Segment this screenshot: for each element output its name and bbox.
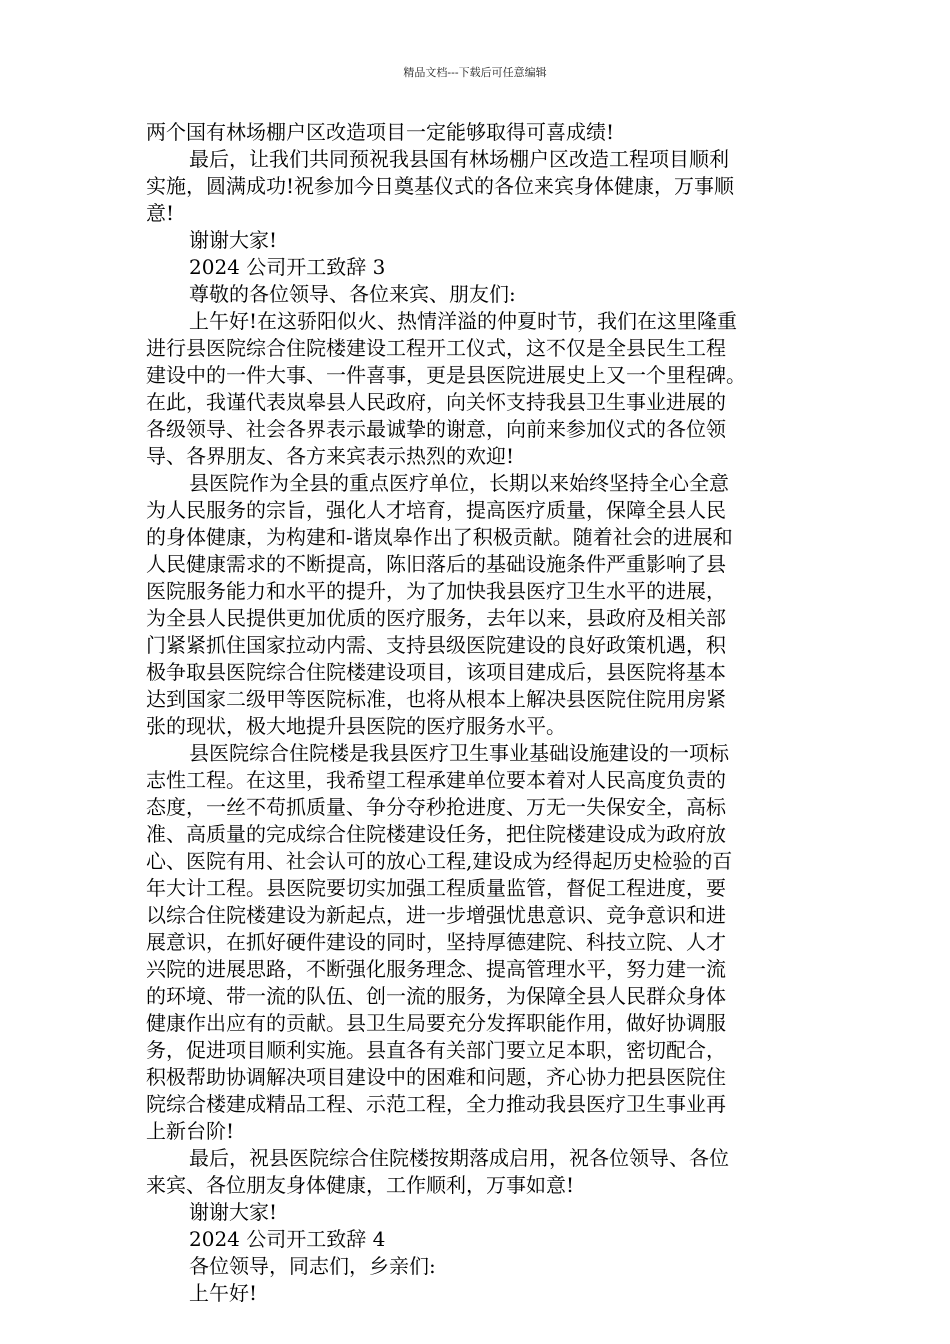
paragraph xyxy=(146,281,812,308)
text-line: 各位领导，同志们，乡亲们: xyxy=(189,1254,436,1278)
text-line: 建设中的一件大事、一件喜事，更是县医院进展史上又一个里程碑。 xyxy=(146,363,746,387)
paragraph xyxy=(146,308,812,470)
text-line: 为人民服务的宗旨，强化人才培育，提高医疗质量，保障全县人民 xyxy=(146,498,726,522)
text-line: 展意识，在抓好硬件建设的同时，坚持厚德建院、科技立院、人才 xyxy=(146,930,726,954)
text-line: 张的现状，极大地提升县医院的医疗服务水平。 xyxy=(146,714,566,738)
paragraph xyxy=(146,1199,812,1226)
text-line: 上新台阶! xyxy=(146,1119,235,1143)
text-line: 意! xyxy=(146,201,175,225)
paragraph xyxy=(146,227,812,254)
text-line: 以综合住院楼建设为新起点，进一步增强忧患意识、竞争意识和进 xyxy=(146,903,726,927)
paragraph xyxy=(146,740,812,1145)
text-line: 导、各界朋友、各方来宾表示热烈的欢迎! xyxy=(146,444,515,468)
text-line: 兴院的进展思路，不断强化服务理念、提高管理水平，努力建一流 xyxy=(146,957,726,981)
text-line: 务，促进项目顺利实施。县直各有关部门要立足本职，密切配合， xyxy=(146,1038,726,1062)
text-line: 健康作出应有的贡献。县卫生局要充分发挥职能作用，做好协调服 xyxy=(146,1011,726,1035)
text-line: 的环境、带一流的队伍、创一流的服务，为保障全县人民群众身体 xyxy=(146,984,726,1008)
text-line: 实施，圆满成功!祝参加今日奠基仪式的各位来宾身体健康，万事顺 xyxy=(146,174,735,198)
text-line: 县医院作为全县的重点医疗单位，长期以来始终坚持全心全意 xyxy=(189,471,729,495)
paragraph xyxy=(146,470,812,740)
text-line: 2024 公司开工致辞 4 xyxy=(189,1227,386,1251)
text-line: 的身体健康，为构建和-谐岚皋作出了积极贡献。随着社会的进展和 xyxy=(146,525,733,549)
document-body xyxy=(146,119,812,1307)
text-line: 上午好! xyxy=(189,1281,258,1305)
text-line: 态度，一丝不苟抓质量、争分夺秒抢进度、万无一失保安全，高标 xyxy=(146,795,726,819)
text-line: 准、高质量的完成综合住院楼建设任务，把住院楼建设成为政府放 xyxy=(146,822,726,846)
text-line: 人民健康需求的不断提高，陈旧落后的基础设施条件严重影响了县 xyxy=(146,552,726,576)
text-line: 最后，让我们共同预祝我县国有林场棚户区改造工程项目顺利 xyxy=(189,147,729,171)
text-line: 上午好!在这骄阳似火、热情洋溢的仲夏时节，我们在这里隆重 xyxy=(189,309,738,333)
text-line: 县医院综合住院楼是我县医疗卫生事业基础设施建设的一项标 xyxy=(189,741,729,765)
paragraph xyxy=(146,1226,812,1253)
text-line: 门紧紧抓住国家拉动内需、支持县级医院建设的良好政策机遇，积 xyxy=(146,633,726,657)
text-line: 两个国有林场棚户区改造项目一定能够取得可喜成绩! xyxy=(146,120,615,144)
text-line: 在此，我谨代表岚皋县人民政府，向关怀支持我县卫生事业进展的 xyxy=(146,390,726,414)
text-line: 谢谢大家! xyxy=(189,228,278,252)
text-line: 极争取县医院综合住院楼建设项目，该项目建成后，县医院将基本 xyxy=(146,660,726,684)
page-header: 精品文档---下载后可任意编辑 xyxy=(403,66,547,79)
text-line: 最后，祝县医院综合住院楼按期落成启用，祝各位领导、各位 xyxy=(189,1146,729,1170)
paragraph xyxy=(146,254,812,281)
text-line: 积极帮助协调解决项目建设中的困难和问题，齐心协力把县医院住 xyxy=(146,1065,726,1089)
paragraph xyxy=(146,1280,812,1307)
text-line: 尊敬的各位领导、各位来宾、朋友们: xyxy=(189,282,516,306)
text-line: 医院服务能力和水平的提升，为了加快我县医疗卫生水平的进展， xyxy=(146,579,726,603)
paragraph xyxy=(146,1145,812,1199)
text-line: 志性工程。在这里，我希望工程承建单位要本着对人民高度负责的 xyxy=(146,768,726,792)
text-line: 各级领导、社会各界表示最诚挚的谢意，向前来参加仪式的各位领 xyxy=(146,417,726,441)
text-line: 2024 公司开工致辞 3 xyxy=(189,255,386,279)
text-line: 进行县医院综合住院楼建设工程开工仪式，这不仅是全县民生工程 xyxy=(146,336,726,360)
text-line: 达到国家二级甲等医院标准，也将从根本上解决县医院住院用房紧 xyxy=(146,687,726,711)
text-line: 年大计工程。县医院要切实加强工程质量监管，督促工程进度，要 xyxy=(146,876,726,900)
paragraph xyxy=(146,119,812,146)
text-line: 为全县人民提供更加优质的医疗服务，去年以来，县政府及相关部 xyxy=(146,606,726,630)
text-line: 来宾、各位朋友身体健康，工作顺利，万事如意! xyxy=(146,1173,575,1197)
paragraph xyxy=(146,1253,812,1280)
text-line: 院综合楼建成精品工程、示范工程，全力推动我县医疗卫生事业再 xyxy=(146,1092,726,1116)
paragraph xyxy=(146,146,812,227)
text-line: 心、医院有用、社会认可的放心工程,建设成为经得起历史检验的百 xyxy=(146,849,733,873)
text-line: 谢谢大家! xyxy=(189,1200,278,1224)
